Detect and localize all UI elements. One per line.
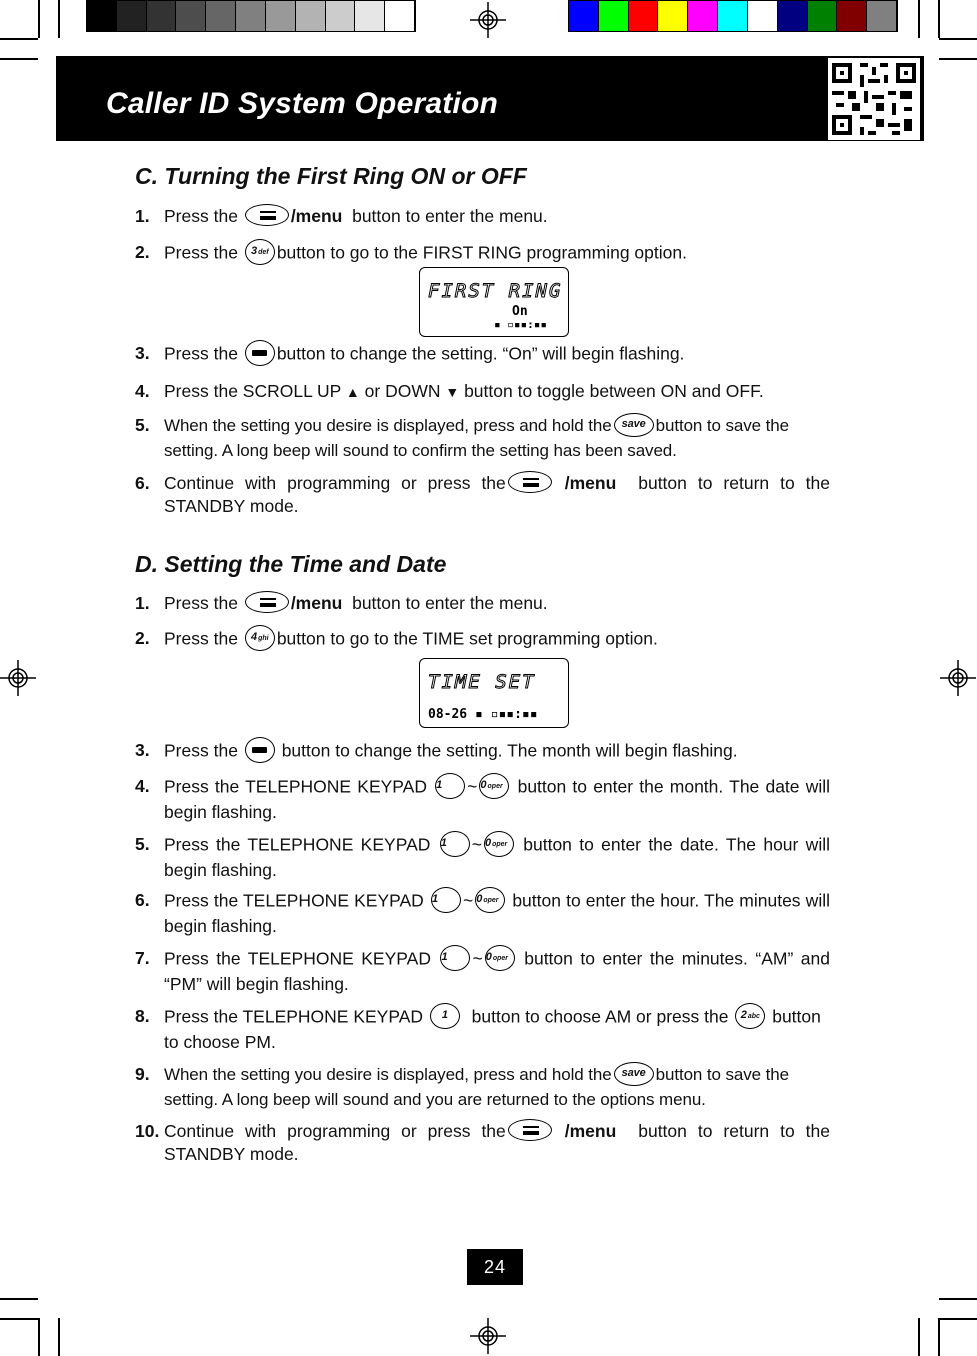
barcode-icon xyxy=(828,58,920,140)
list-item: 9. When the setting you desire is displayed, press and hold the save button to save the setting. A long beep will sound and you are returned to the options menu. xyxy=(135,1063,830,1111)
page-number: 24 xyxy=(467,1249,523,1285)
color-swatch xyxy=(355,1,385,31)
list-item: 8. Press the TELEPHONE KEYPAD 1 button to choose AM or press the 2abc button to choose PM. xyxy=(135,1005,830,1054)
crop-mark xyxy=(939,38,977,40)
select-button-icon xyxy=(245,340,275,366)
color-swatch xyxy=(176,1,206,31)
registration-mark-icon xyxy=(470,2,506,38)
list-item: 7. Press the TELEPHONE KEYPAD 1 ~ 0oper button to enter the minutes. “AM” and “PM” will begin flashing. xyxy=(135,947,830,996)
key-0-icon: 0oper xyxy=(485,945,515,971)
grayscale-calibration-bar xyxy=(86,0,416,32)
crop-mark xyxy=(0,1298,38,1300)
color-swatch xyxy=(206,1,236,31)
color-swatch xyxy=(658,1,688,31)
save-button-icon: save xyxy=(614,1062,654,1086)
lcd-value: On xyxy=(512,304,528,319)
registration-mark-icon xyxy=(940,660,976,696)
key-0-icon: 0oper xyxy=(484,831,514,857)
lcd-text: TIME SET xyxy=(428,671,536,693)
color-swatch xyxy=(837,1,867,31)
color-swatch xyxy=(688,1,718,31)
list-item: 5. Press the TELEPHONE KEYPAD 1 ~ 0oper button to enter the date. The hour will begin flashing. xyxy=(135,833,830,882)
color-swatch xyxy=(718,1,748,31)
color-swatch xyxy=(599,1,629,31)
color-swatch xyxy=(748,1,778,31)
list-item: 5. When the setting you desire is displayed, press and hold the save button to save the setting. A long beep will sound to confirm the setting has been saved. xyxy=(135,414,830,462)
key-2-icon: 2abc xyxy=(735,1003,765,1029)
crop-mark xyxy=(918,0,920,38)
color-swatch xyxy=(629,1,659,31)
color-swatch xyxy=(266,1,296,31)
section-title: D. Setting the Time and Date xyxy=(135,551,447,577)
menu-button-icon xyxy=(245,204,289,226)
key-1-icon: 1 xyxy=(440,945,470,971)
list-item: 1. Press the /menu button to enter the menu. xyxy=(135,593,548,613)
color-swatch xyxy=(778,1,808,31)
color-swatch xyxy=(867,1,897,31)
crop-mark xyxy=(939,58,977,60)
list-item: 6. Continue with programming or press the /menu button to return to the STANDBY mode. xyxy=(135,473,830,517)
key-1-icon: 1 xyxy=(435,773,465,799)
crop-mark xyxy=(0,38,38,40)
menu-button-icon xyxy=(508,471,552,493)
list-item: 6. Press the TELEPHONE KEYPAD 1 ~ 0oper button to enter the hour. The minutes will begin flashing. xyxy=(135,889,830,938)
color-swatch xyxy=(808,1,838,31)
select-button-icon xyxy=(245,737,275,763)
crop-mark xyxy=(938,0,940,38)
header-bar xyxy=(56,56,924,141)
arrow-up-icon: ▲ xyxy=(345,384,360,400)
lcd-display xyxy=(419,267,569,337)
crop-mark xyxy=(0,58,38,60)
lcd-text: FIRST RING xyxy=(428,280,563,302)
arrow-down-icon: ▼ xyxy=(445,384,460,400)
section-title: C. Turning the First Ring ON or OFF xyxy=(135,163,527,189)
key-0-icon: 0oper xyxy=(475,887,505,913)
color-swatch xyxy=(569,1,599,31)
key-1-icon: 1 xyxy=(431,887,461,913)
list-item: 10. Continue with programming or press the /menu button to return to the STANDBY mode. xyxy=(135,1121,830,1165)
lcd-display xyxy=(419,658,569,728)
crop-mark xyxy=(939,1298,977,1300)
color-swatch xyxy=(326,1,356,31)
color-swatch xyxy=(87,1,117,31)
lcd-indicator: ▪ ▫▪▪:▪▪ xyxy=(494,318,547,331)
registration-mark-icon xyxy=(0,660,36,696)
key-4-icon: 4ghi xyxy=(245,625,275,651)
key-1-icon: 1 xyxy=(440,831,470,857)
key-3-icon: 3def xyxy=(245,239,275,265)
list-item: 1. Press the /menu button to enter the menu. xyxy=(135,206,548,226)
crop-mark xyxy=(939,1318,977,1320)
key-1-icon: 1 xyxy=(430,1003,460,1029)
color-calibration-bar xyxy=(568,0,898,32)
list-item: 4. Press the TELEPHONE KEYPAD 1 ~ 0oper button to enter the month. The date will begin flashing. xyxy=(135,775,830,824)
save-button-icon: save xyxy=(614,413,654,437)
color-swatch xyxy=(385,1,415,31)
crop-mark xyxy=(38,1318,40,1356)
color-swatch xyxy=(147,1,177,31)
page-title: Caller ID System Operation xyxy=(106,87,498,120)
crop-mark xyxy=(58,1318,60,1356)
menu-button-icon xyxy=(245,591,289,613)
list-item: 2. Press the 3def button to go to the FIRST RING programming option. xyxy=(135,241,830,267)
lcd-value: 08-26 ▪ ▫▪▪:▪▪ xyxy=(428,707,538,722)
crop-mark xyxy=(0,1318,38,1320)
key-0-icon: 0oper xyxy=(479,773,509,799)
crop-mark xyxy=(58,0,60,38)
menu-button-icon xyxy=(508,1119,552,1141)
color-swatch xyxy=(236,1,266,31)
list-item: 4. Press the SCROLL UP ▲ or DOWN ▼ button to toggle between ON and OFF. xyxy=(135,381,764,401)
color-swatch xyxy=(117,1,147,31)
crop-mark xyxy=(918,1318,920,1356)
list-item: 3. Press the button to change the setting. “On” will begin flashing. xyxy=(135,342,830,368)
color-swatch xyxy=(296,1,326,31)
crop-mark xyxy=(38,0,40,38)
list-item: 2. Press the 4ghi button to go to the TIME set programming option. xyxy=(135,627,830,653)
registration-mark-icon xyxy=(470,1318,506,1354)
list-item: 3. Press the button to change the setting. The month will begin flashing. xyxy=(135,739,830,765)
crop-mark xyxy=(938,1318,940,1356)
